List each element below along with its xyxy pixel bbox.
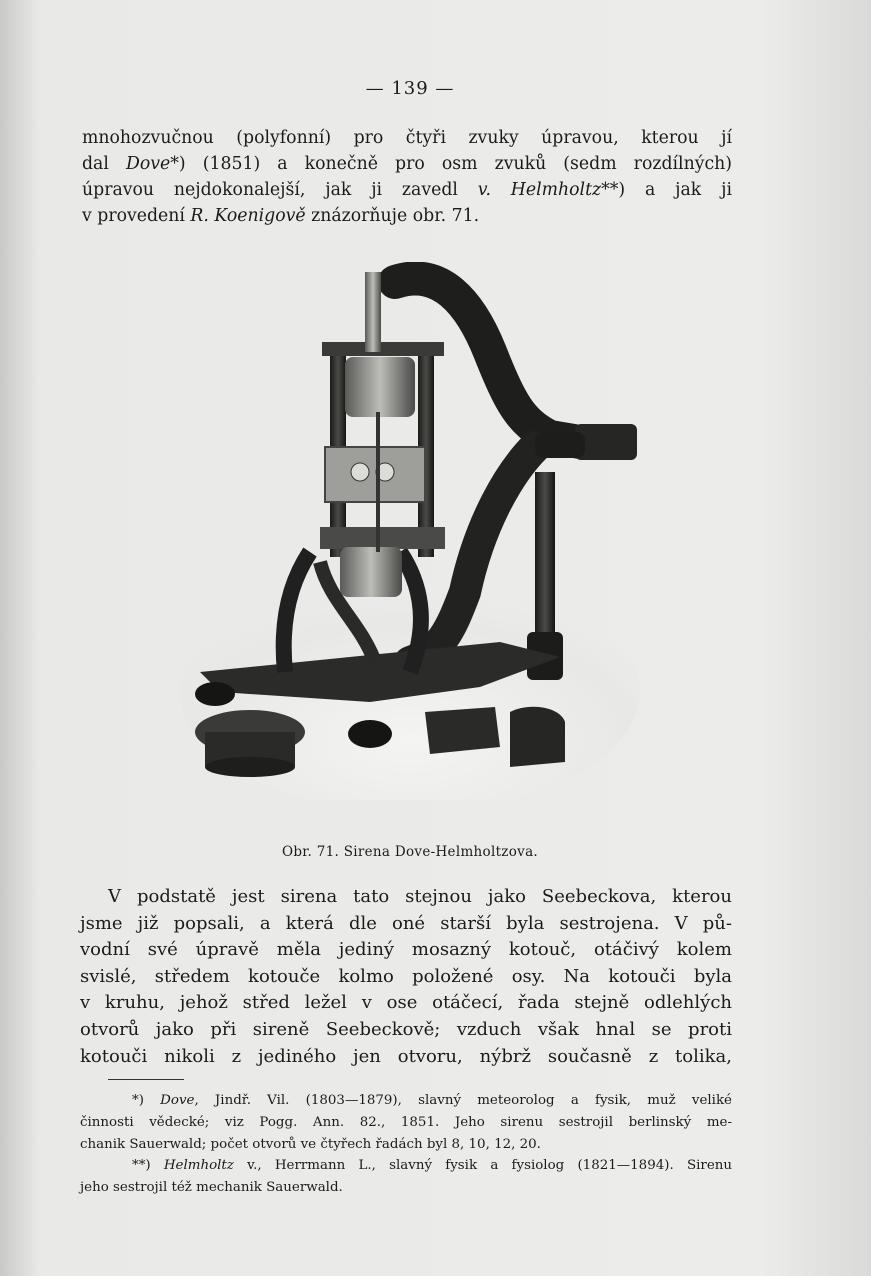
intro-line-2: dal Dove*) (1851) a konečně pro osm zvuků (sedm rozdílných)	[82, 154, 733, 174]
body-line-3: vodní své úpravě měla jediný mosazný kotouč, otáčivý kolem	[80, 939, 732, 961]
body-line-5: v kruhu, jehož střed ležel v ose otáčecí, řada stejně odlehlých	[80, 992, 732, 1014]
footnote-2-line-2: jeho sestrojil též mechanik Sauerwald.	[80, 1180, 343, 1195]
intro-line-1: mnohozvučnou (polyfonní) pro čtyři zvuky úpravou, kterou jí	[82, 128, 732, 148]
intro-line-4: v provedení R. Koenigově znázorňuje obr. 71.	[82, 206, 480, 226]
intro-line-3: úpravou nejdokonalejší, jak ji zavedl v. Helmholtz**) a jak ji	[82, 180, 733, 200]
footnote-rule	[108, 1079, 184, 1080]
footnote-1	[80, 1090, 732, 1156]
figure-caption: Obr. 71. Sirena Dove-Helmholtzova.	[281, 844, 539, 860]
body-line-7: kotouči nikoli z jediného jen otvoru, nýbrž současně z tolika,	[80, 1045, 732, 1067]
figure-siren-photo	[180, 262, 650, 800]
siren-illustration	[180, 262, 650, 800]
footnote-2-line-1: **) Helmholtz v., Herrmann L., slavný fysik a fysiolog (1821—1894). Sirenu	[132, 1158, 732, 1173]
footnote-2	[80, 1155, 732, 1199]
intro-paragraph	[82, 125, 732, 229]
body-line-1: V podstatě jest sirena tato stejnou jako Seebeckova, kterou	[108, 886, 732, 907]
footnote-1-line-1: *) Dove, Jindř. Vil. (1803—1879), slavný meteorolog a fysik, muž veliké	[132, 1093, 732, 1108]
page-number: — 139 —	[365, 78, 455, 99]
body-line-4: svislé, středem kotouče kolmo položené osy. Na kotouči byla	[80, 965, 732, 987]
body-paragraph	[80, 884, 732, 1070]
body-line-6: otvorů jako při sireně Seebeckově; vzduch však hnal se proti	[80, 1018, 732, 1040]
body-line-2: jsme již popsali, a která dle oné starší byla sestrojena. V pů-	[80, 912, 732, 934]
footnote-1-line-3: chanik Sauerwald; počet otvorů ve čtyřech řadách byl 8, 10, 12, 20.	[80, 1137, 541, 1152]
footnote-1-line-2: činnosti vědecké; viz Pogg. Ann. 82., 1851. Jeho sirenu sestrojil berlinský me-	[80, 1115, 732, 1130]
